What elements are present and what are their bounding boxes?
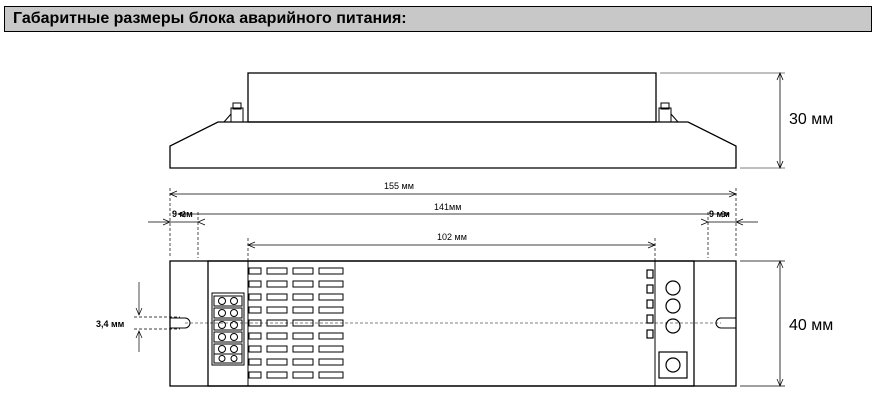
test-button <box>666 358 680 372</box>
overall-length-label: 155 мм <box>384 181 414 191</box>
page-title: Габаритные размеры блока аварийного питания: <box>13 10 407 27</box>
led-indicator-2 <box>666 299 680 313</box>
left-margin-label: 9 мм <box>172 209 193 219</box>
terminal-block <box>212 293 244 365</box>
side-view <box>170 73 785 168</box>
led-indicator-3 <box>666 319 680 333</box>
width-top-label: 40 мм <box>789 317 834 334</box>
right-margin-label: 9 мм <box>709 209 730 219</box>
mount-spacing-label: 141мм <box>434 202 462 212</box>
led-indicator-1 <box>666 281 680 295</box>
slot-width-label: 3,4 мм <box>96 319 125 329</box>
body-length-label: 102 мм <box>437 232 467 242</box>
indicator-panel <box>647 270 687 378</box>
height-side-label: 30 мм <box>789 111 834 128</box>
test-button-frame <box>659 352 687 378</box>
